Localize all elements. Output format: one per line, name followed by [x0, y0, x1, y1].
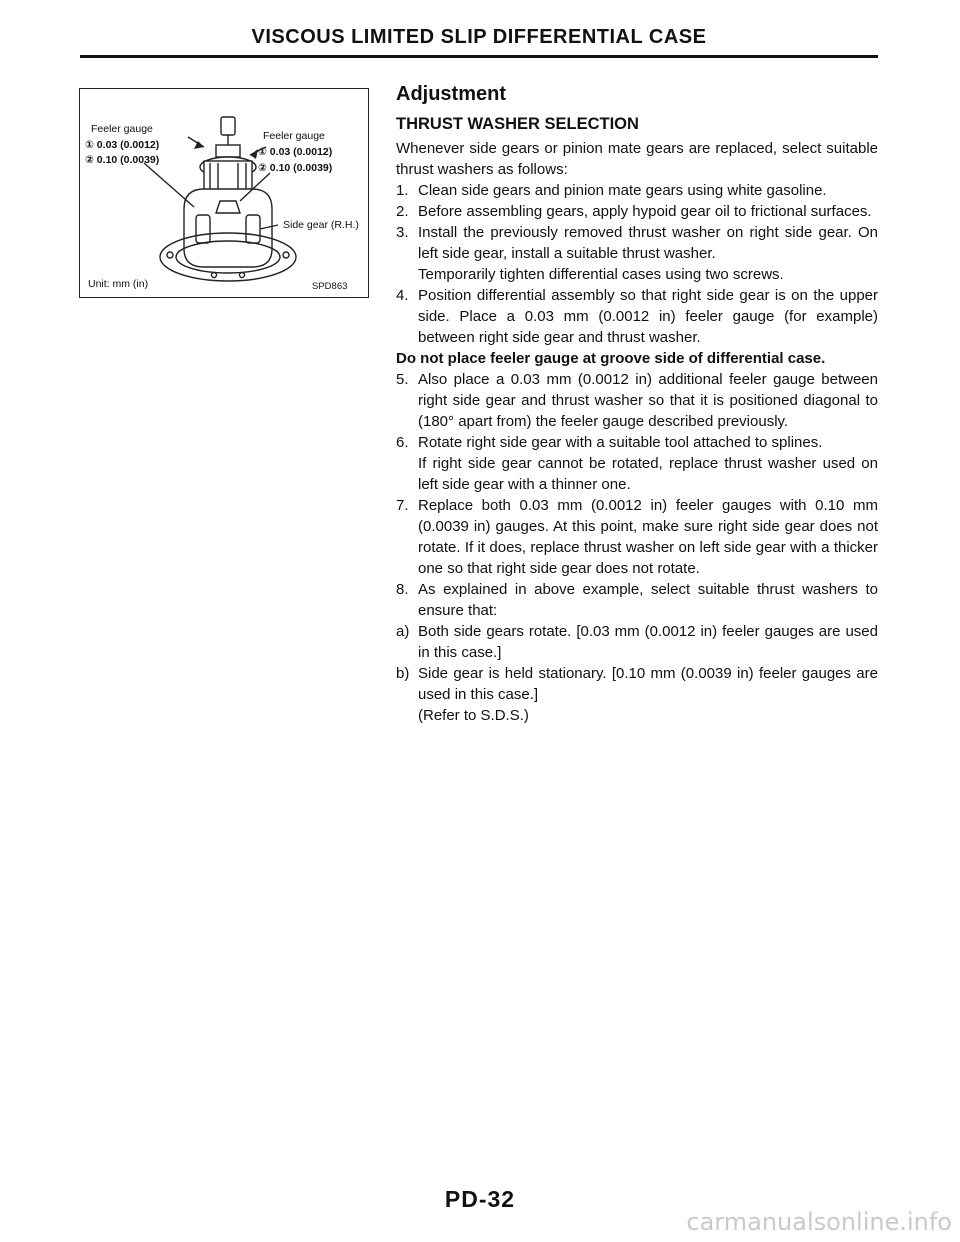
item-text: Position differential assembly so that right side gear is on the upper side. Place a 0.03 mm (0.0012 in) feeler gauge (for example) between right side gear and thrust washer.	[418, 287, 878, 346]
item-text-wrap	[418, 222, 878, 285]
item-number: 7.	[396, 497, 409, 514]
main-content	[396, 82, 878, 726]
side-gear-label: Side gear (R.H.)	[283, 219, 359, 231]
intro-paragraph: Whenever side gears or pinion mate gears are replaced, select suitable thrust washers as follows:	[396, 140, 878, 178]
item-text: Clean side gears and pinion mate gears using white gasoline.	[418, 182, 827, 199]
item-text: Also place a 0.03 mm (0.0012 in) additional feeler gauge between right side gear and thrust washer so that it is positioned diagonal to (180° apart from) the feeler gauge described previously.	[418, 371, 878, 430]
item-extra-text: If right side gear cannot be rotated, replace thrust washer used on left side gear with a thinner one.	[418, 455, 878, 493]
item-number: 8.	[396, 581, 409, 598]
item-number: a)	[396, 623, 410, 640]
item-extra-text: (Refer to S.D.S.)	[418, 707, 529, 724]
item-text: Both side gears rotate. [0.03 mm (0.0012 in) feeler gauges are used in this case.]	[418, 623, 878, 661]
header-rule	[80, 55, 878, 58]
list-item	[396, 621, 878, 663]
page-number: PD-32	[444, 1186, 516, 1212]
item-number: 1.	[396, 182, 409, 199]
item-text: Side gear is held stationary. [0.10 mm (0.0039 in) feeler gauges are used in this case.]	[418, 665, 878, 703]
section-subheading: THRUST WASHER SELECTION	[396, 115, 639, 133]
list-item	[396, 663, 878, 726]
item-text: Before assembling gears, apply hypoid gear oil to frictional surfaces.	[418, 203, 872, 220]
item-extra-text: Temporarily tighten differential cases using two screws.	[418, 266, 784, 283]
item-number: 3.	[396, 224, 409, 241]
left-gauge-item-1: ① 0.03 (0.0012)	[85, 139, 160, 151]
item-number: 2.	[396, 203, 409, 220]
list-item	[396, 201, 878, 222]
item-number: 6.	[396, 434, 409, 451]
left-gauge-item-2: ② 0.10 (0.0039)	[85, 154, 160, 166]
item-text-wrap	[418, 663, 878, 726]
item-number: 4.	[396, 287, 409, 304]
right-feeler-gauge-label: Feeler gauge	[263, 130, 325, 142]
right-gauge-item-2: ② 0.10 (0.0039)	[258, 162, 333, 174]
list-item	[396, 222, 878, 285]
figure-code: SPD863	[312, 281, 348, 292]
list-item	[396, 495, 878, 579]
item-number: 5.	[396, 371, 409, 388]
watermark-text: carmanualsonline.info	[686, 1208, 952, 1236]
figure-feeler-gauge-diagram	[79, 88, 369, 298]
list-item	[396, 180, 878, 201]
list-item	[396, 579, 878, 621]
item-text-wrap	[418, 432, 878, 495]
item-text: Rotate right side gear with a suitable tool attached to splines.	[418, 434, 823, 451]
differential-case-illustration	[80, 89, 367, 296]
left-feeler-gauge-label: Feeler gauge	[91, 123, 153, 135]
item-text: As explained in above example, select suitable thrust washers to ensure that:	[418, 581, 878, 619]
item-number: b)	[396, 665, 410, 682]
list-item	[396, 432, 878, 495]
right-gauge-item-1: ① 0.03 (0.0012)	[258, 146, 333, 158]
page-header-title: VISCOUS LIMITED SLIP DIFFERENTIAL CASE	[251, 26, 707, 48]
warning-text: Do not place feeler gauge at groove side of differential case.	[396, 350, 826, 367]
list-item	[396, 369, 878, 432]
unit-label: Unit: mm (in)	[88, 278, 149, 290]
item-text: Replace both 0.03 mm (0.0012 in) feeler gauges with 0.10 mm (0.0039 in) gauges. At this point, make sure right side gear does not rotate. If it does, replace thrust washer on left side gear with a thicker one so that right side gear does not rotate.	[418, 497, 878, 577]
item-text: Install the previously removed thrust washer on right side gear. On left side gear, install a suitable thrust washer.	[418, 224, 878, 262]
section-heading: Adjustment	[396, 83, 506, 105]
list-item	[396, 285, 878, 348]
